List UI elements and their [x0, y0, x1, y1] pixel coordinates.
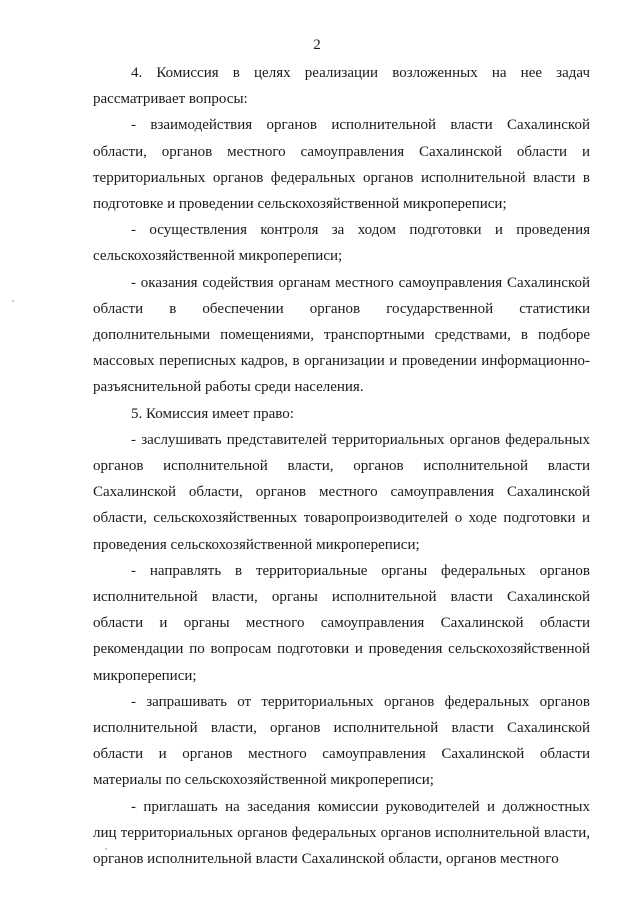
scan-speck [12, 300, 14, 302]
paragraph-5-item-4: - приглашать на заседания комиссии руководителей и должностных лиц территориальных органов федеральных органов исполнительной власти, органов исполнительной власти Сахалинской области, органов местного [93, 798, 590, 868]
paragraph-4-item-2: - осуществления контроля за ходом подготовки и проведения сельскохозяйственной микропереписи; [93, 222, 590, 265]
paragraph-4-item-3: - оказания содействия органам местного самоуправления Сахалинской области в обеспечении органов государственной статистики дополнительными помещениями, транспортными средствами, в подборе массовых переписных кадров, в организации и проведении информационно-разъяснительной работы среди населения. [93, 274, 590, 396]
page-number: 2 [313, 37, 321, 53]
paragraph-4-item-1: - взаимодействия органов исполнительной власти Сахалинской области, органов местного самоуправления Сахалинской области и территориальных органов федеральных органов исполнительной власти в подготовке и проведении сельскохозяйственной микропереписи; [93, 117, 590, 213]
paragraph-5-item-3: - запрашивать от территориальных органов федеральных органов исполнительной власти, органов исполнительной власти Сахалинской области и органов местного самоуправления Сахалинской области материалы по сельскохозяйственной микропереписи; [93, 693, 590, 789]
paragraph-5-item-2: - направлять в территориальные органы федеральных органов исполнительной власти, органы исполнительной власти Сахалинской области и органы местного самоуправления Сахалинской области рекомендации по вопросам подготовки и проведения сельскохозяйственной микропереписи; [93, 562, 590, 684]
paragraph-4-intro: 4. Комиссия в целях реализации возложенных на нее задач рассматривает вопросы: [93, 65, 590, 108]
scan-speck [105, 848, 107, 850]
paragraph-5-item-1: - заслушивать представителей территориальных органов федеральных органов исполнительной власти, органов исполнительной власти Сахалинской области, органов местного самоуправления Сахалинской области, сельскохозяйственных товаропроизводителей о ходе подготовки и проведения сельскохозяйственной микропереписи; [93, 431, 590, 553]
paragraph-5-intro: 5. Комиссия имеет право: [131, 405, 294, 422]
document-body [93, 60, 590, 872]
